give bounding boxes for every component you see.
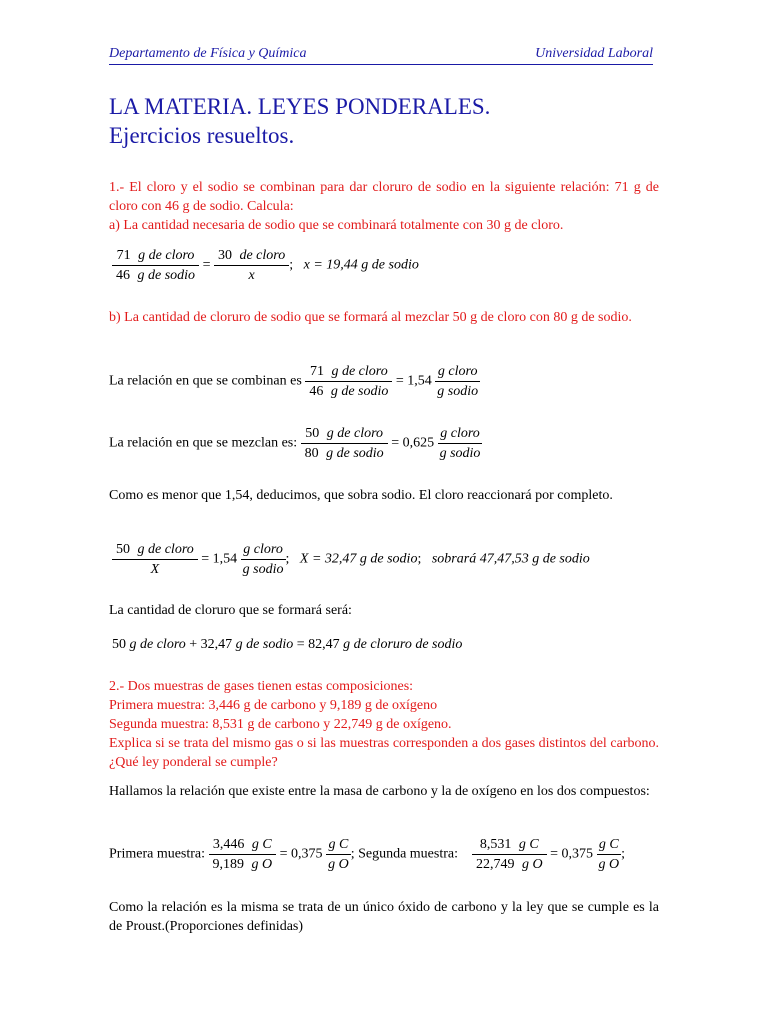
relation-mix: La relación en que se mezclan es: $\frac{\text{50 g de cloro}}{\text{80 g de sodio}}$ = 0,625 $\frac{\text{g cloro}}{\text{g sodio}}$ — [109, 426, 481, 461]
header-institution: Universidad Laboral — [535, 46, 653, 61]
title-line-2: Ejercicios resueltos. — [109, 123, 295, 148]
ex1-equation-2: $\frac{\text{50 g de cloro}}{X}$ = 1,54 $\frac{\text{g cloro}}{\text{g sodio}}$ ; X = 32,47 g de sodio; sobrará 47,47,53 g de sodio — [112, 540, 590, 579]
page-title — [109, 92, 490, 150]
fraction: $\frac{\text{71 g de cloro}}{\text{46 g de sodio}}$ — [305, 362, 392, 401]
ex2-line-1: 2.- Dos muestras de gases tienen estas composiciones: — [109, 679, 414, 694]
fraction: $\frac{\text{8,531 g C}}{\text{22,749 g O}}$ — [472, 835, 547, 874]
ex1-part-b: b) La cantidad de cloruro de sodio que se formará al mezclar 50 g de cloro con 80 g de sodio. — [109, 310, 632, 325]
ex2-statement — [109, 677, 659, 772]
fraction: $\frac{\text{g C}}{\text{g O}}$ — [598, 837, 620, 872]
ex2-final: Como la relación es la misma se trata de un único óxido de carbono y la ley que se cumple es la de Proust.(Proporciones definidas) — [109, 900, 659, 934]
ex2-line-3: Segunda muestra: 8,531 g de carbono y 22,749 g de oxígeno. — [109, 717, 452, 732]
ex2-line-4: Explica si se trata del mismo gas o si las muestras corresponden a dos gases distintos del carbono. ¿Qué ley ponderal se cumple? — [109, 736, 659, 770]
ex1-amount-text: La cantidad de cloruro que se formará será: — [109, 603, 352, 618]
ex1-statement: 1.- El cloro y el sodio se combinan para dar cloruro de sodio en la siguiente relación: 71 g de cloro con 46 g de sodio. Calcula: a) La cantidad necesaria de sodio que se combinará totalmente con 30 g de cloro. — [109, 180, 659, 233]
page-header — [109, 46, 653, 65]
fraction: $\frac{\text{50 g de cloro}}{\text{80 g de sodio}}$ — [301, 424, 388, 463]
ex2-line-2: Primera muestra: 3,446 g de carbono y 9,189 g de oxígeno — [109, 698, 438, 713]
title-line-1: LA MATERIA. LEYES PONDERALES. — [109, 94, 491, 119]
ex1-equation-3: 50 g de cloro + 32,47 g de sodio = 82,47 g de cloruro de sodio — [112, 637, 463, 652]
fraction: $\frac{\text{3,446 g C}}{\text{9,189 g O}}$ — [209, 835, 277, 874]
fraction: $\frac{\text{71 g de cloro}}{\text{46 g de sodio}}$ — [112, 246, 199, 285]
fraction: $\frac{\text{g cloro}}{\text{g sodio}}$ — [242, 542, 284, 577]
ex1-part-a: a) La cantidad necesaria de sodio que se combinará totalmente con 30 g de cloro. — [109, 218, 564, 233]
fraction: $\frac{\text{g cloro}}{\text{g sodio}}$ — [437, 364, 479, 399]
ex1-conclusion: Como es menor que 1,54, deducimos, que sobra sodio. El cloro reaccionará por completo. — [109, 488, 613, 503]
relation-combine: La relación en que se combinan es $\frac{\text{71 g de cloro}}{\text{46 g de sodio}}$ = 1,54 $\frac{\text{g cloro}}{\text{g sodio}}$ — [109, 364, 479, 399]
ex1-equation-1: $\frac{\text{71 g de cloro}}{\text{46 g de sodio}}$ = $\frac{\text{30 de cloro}}{x}$ ; x = 19,44 g de sodio — [112, 246, 419, 285]
fraction: $\frac{\text{g C}}{\text{g O}}$ — [328, 837, 349, 872]
header-department: Departamento de Física y Química — [109, 46, 307, 61]
fraction: $\frac{\text{g cloro}}{\text{g sodio}}$ — [439, 426, 481, 461]
ex2-equation: Primera muestra: $\frac{\text{3,446 g C}}{\text{9,189 g O}}$ = 0,375 $\frac{\text{g C}}{\text{g O}}$ ; Segunda muestra: $\frac{\text{8,531 g C}}{\text{22,749 g O}}$ = 0,375 $\frac{\text{g C}}{\text{g O}}$ ; — [109, 837, 626, 872]
fraction: $\frac{\text{50 g de cloro}}{X}$ — [112, 540, 198, 579]
fraction: $\frac{\text{30 de cloro}}{x}$ — [214, 246, 289, 285]
ex2-answer: Hallamos la relación que existe entre la masa de carbono y la de oxígeno en los dos compuestos: — [109, 784, 650, 799]
